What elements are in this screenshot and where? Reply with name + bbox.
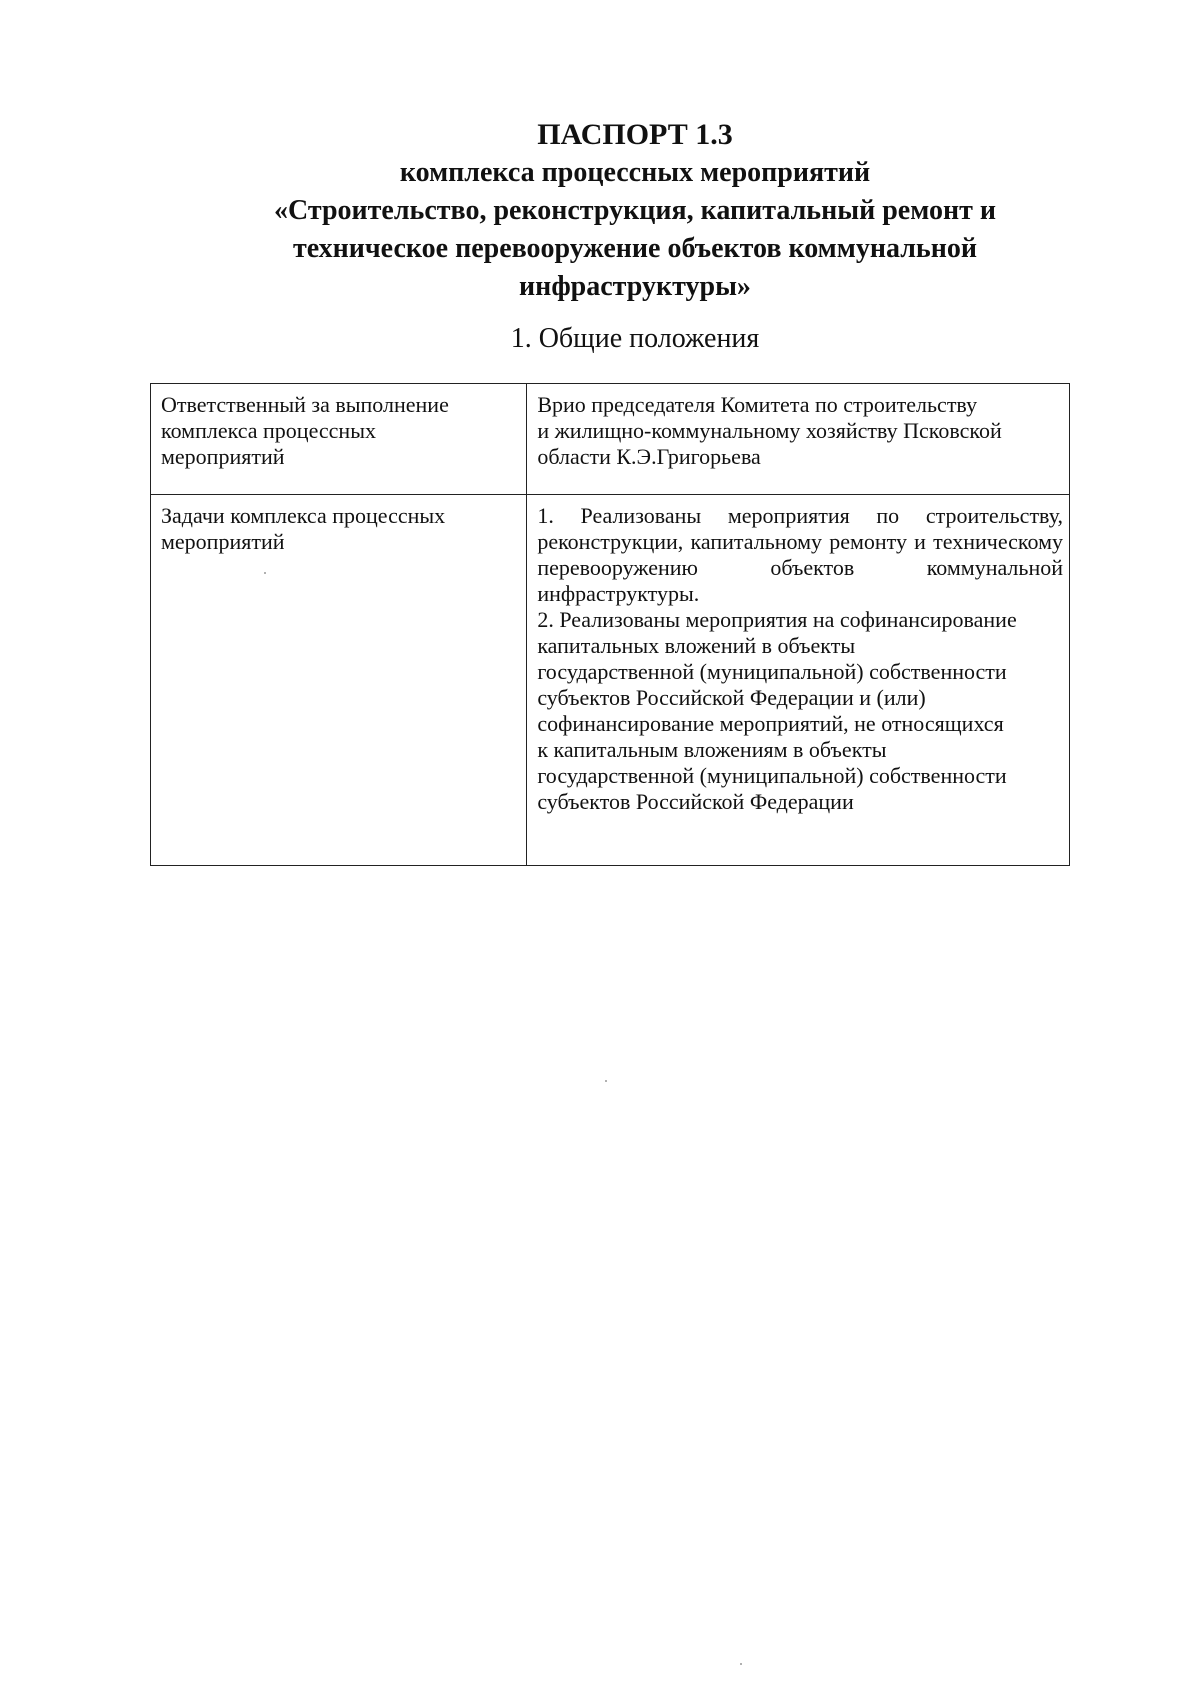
row-value-cell xyxy=(527,384,1070,495)
row-label-line: комплекса процессных xyxy=(161,418,376,443)
scan-speck xyxy=(605,1080,607,1082)
title-block xyxy=(150,116,1120,306)
task-item-2-line: к капитальным вложениям в объекты xyxy=(537,737,887,762)
row-label-cell xyxy=(151,495,527,866)
task-item-1: 1. Реализованы мероприятия по строительству, реконструкции, капитальному ремонту и техническому перевооружению объектов коммунальной инфраструктуры. xyxy=(537,503,1063,606)
document-subtitle-line: комплекса процессных мероприятий xyxy=(399,157,871,188)
table-row xyxy=(151,384,1070,495)
document-subtitle-line: «Строительство, реконструкция, капитальный ремонт и xyxy=(274,195,996,226)
task-item-2-line: 2. Реализованы мероприятия на софинансирование xyxy=(537,607,1017,632)
row-label-line: мероприятий xyxy=(161,529,285,554)
row-label-line: мероприятий xyxy=(161,444,285,469)
row-label-cell xyxy=(151,384,527,495)
task-item-2-line: капитальных вложений в объекты xyxy=(537,633,856,658)
passport-table xyxy=(150,383,1070,866)
task-item-2-line: софинансирование мероприятий, не относящихся xyxy=(537,711,1004,736)
row-value-cell xyxy=(527,495,1070,866)
scan-speck xyxy=(264,572,266,574)
table-row xyxy=(151,495,1070,866)
scan-speck xyxy=(740,1663,742,1665)
task-item-2-line: субъектов Российской Федерации и (или) xyxy=(537,685,926,710)
task-item-2-line: государственной (муниципальной) собственности xyxy=(537,763,1007,788)
document-subtitle-line: техническое перевооружение объектов коммунальной xyxy=(293,233,977,264)
row-value-line: Врио председателя Комитета по строительству xyxy=(537,392,978,417)
document-title: ПАСПОРТ 1.3 xyxy=(537,118,733,151)
section-heading: 1. Общие положения xyxy=(510,323,760,354)
row-value-line: и жилищно-коммунальному хозяйству Псковской xyxy=(537,418,1002,443)
row-value-line: области К.Э.Григорьева xyxy=(537,444,761,469)
row-label-line: Ответственный за выполнение xyxy=(161,392,449,417)
task-item-2-line: государственной (муниципальной) собственности xyxy=(537,659,1007,684)
row-label-line: Задачи комплекса процессных xyxy=(161,503,446,528)
task-item-2-line: субъектов Российской Федерации xyxy=(537,789,854,814)
document-subtitle-line: инфраструктуры» xyxy=(519,271,751,302)
